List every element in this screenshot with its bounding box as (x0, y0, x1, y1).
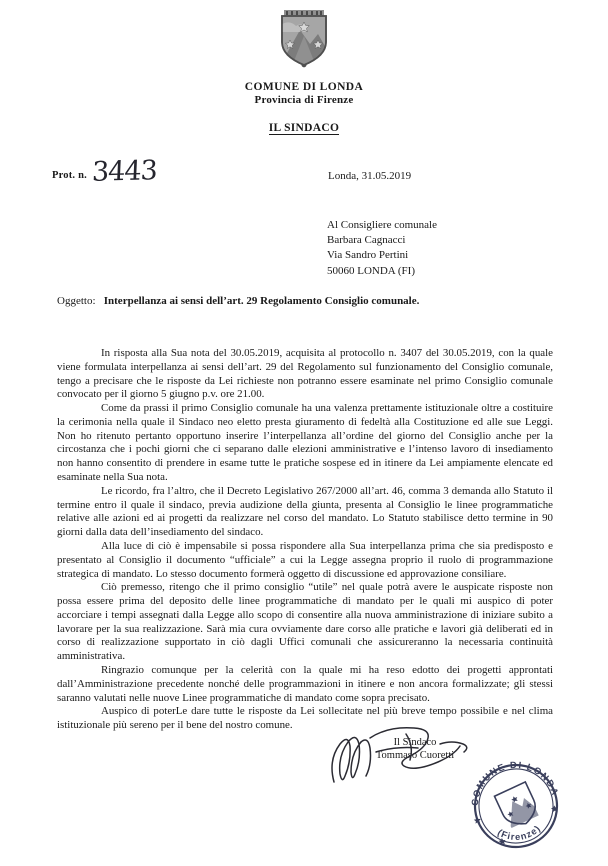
signature-role: Il Sindaco (393, 737, 437, 748)
province-name: Provincia di Firenze (254, 94, 354, 107)
addressee-line-street: Via Sandro Pertini (327, 249, 409, 262)
protocol-label: Prot. n. (52, 170, 87, 181)
stamp-bottom-text: (Firenze) (495, 823, 543, 843)
stamp-crest-icon (494, 782, 541, 831)
letter-body (57, 347, 553, 733)
body-paragraph: Auspico di poterLe dare tutte le risposte da Lei sollecitate nel più breve tempo possibile e nel clima istituzionale più sereno per il bene del nostro comune. (57, 705, 553, 732)
crest-container (0, 6, 608, 68)
body-paragraph: Alla luce di ciò è impensabile si possa rispondere alla Sua interpellanza prima che sia predisposto e presentato al Consiglio il documento “ufficiale” a cui la Legge assegna proprio il ruolo di programmazione strategica di mandato. Lo stesso documento formerà oggetto di discussione ed approvazione consiliare. (57, 539, 553, 580)
letterhead (0, 80, 608, 107)
coat-of-arms-icon (276, 6, 332, 68)
role-heading-text: IL SINDACO (268, 122, 340, 134)
organization-name: COMUNE DI LONDA (244, 81, 364, 93)
body-paragraph: Come da prassi il primo Consiglio comunale ha una valenza prettamente istituzionale oltre a costituire la cerimonia nella quale il Sindaco neo eletto presta giuramento di fedeltà alla Costituzione ed alle sue Leggi. Non ho ritenuto pertanto opportuno inserire l’interpellanza all’ordine del giorno del Consiglio anche per la circostanza che i pochi giorni che ci separano dalle elezioni amministrative e l’intenso lavoro di insediamento non hanno consentito di prendere in esame tutte le pratiche sospese ed in itinere da Lei ampiamente elencate ed esaminate nella Sua nota. (57, 402, 553, 484)
body-paragraph: In risposta alla Sua nota del 30.05.2019, acquisita al protocollo n. 3407 del 30.05.2019, con la quale viene formulata interpellanza ai sensi dell’art. 29 del Regolamento sul funzionamento del Consiglio comunale, tengo a precisare che le risposte da Lei richieste non potranno essere esaminate nel primo Consiglio comunale convocato per il giorno 5 giugno p.v. ore 21.00. (57, 347, 553, 401)
body-paragraph: Ciò premesso, ritengo che il primo consiglio “utile” nel quale potrà avere le auspicate risposte non possa essere prima del deposito delle linee programmatiche di mandato per le quali mi auspico di poter accorciare i tempi assegnati dalla Legge allo scopo di consentire alla nuova amministrazione di iniziare subito a lavorare per la sua realizzazione. Sarà mia cura ovviamente dare corso alle pratiche e lavori già deliberati ed in corso di realizzazione supportato in ciò dagli Uffici comunali che assicureranno la necessaria continuità amministrativa. (57, 581, 553, 663)
subject-text: Interpellanza ai sensi dell’art. 29 Regolamento Consiglio comunale. (103, 295, 420, 307)
protocol-row (0, 155, 608, 194)
addressee-line-city: 50060 LONDA (FI) (327, 264, 415, 277)
signature-name: Tommaso Cuoretti (375, 750, 455, 762)
role-heading (0, 122, 608, 134)
addressee-line-role: Al Consigliere comunale (327, 219, 437, 231)
stamp-top-text: COMUNE DI LONDA (469, 759, 561, 807)
official-stamp (456, 746, 576, 866)
protocol-number-handwritten: 3443 (91, 155, 158, 188)
body-paragraph: Le ricordo, fra l’altro, che il Decreto Legislativo 267/2000 all’art. 46, comma 3 demanda allo Statuto il termine entro il quale il sindaco, previa audizione della giunta, presenta al Consiglio le linee programmatiche relative alle azioni ed ai progetti da realizzare nel corso del mandato. Lo Statuto stabilisce detto termine in 90 giorni dalla data dell’insediamento del sindaco. (57, 484, 553, 539)
body-paragraph: Ringrazio comunque per la celerità con la quale mi ha reso edotto dei progetti approntati dall’Amministrazione precedente nonché delle programmazioni in itinere e non ancora formalizzate; gli stessi saranno valutati nelle nuove Linee programmatiche di mandato come sopra precisato. (57, 663, 553, 704)
subject-label: Oggetto: (57, 295, 96, 307)
subject-line (57, 295, 553, 307)
place-and-date: Londa, 31.05.2019 (328, 170, 412, 182)
addressee-line-name: Barbara Cagnacci (327, 234, 406, 247)
addressee-block (327, 218, 437, 279)
